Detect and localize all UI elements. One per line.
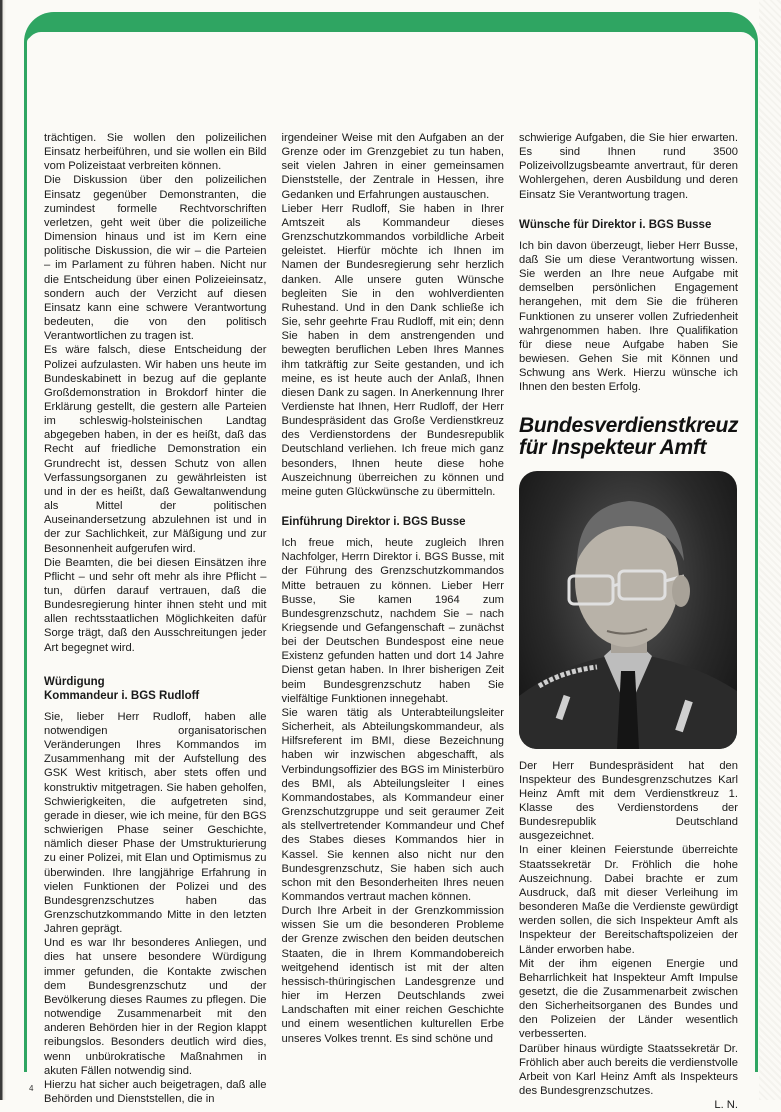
paragraph: Ich bin davon überzeugt, lieber Herr Busse, daß Sie um diese Verantwortung wissen. Sie werden an Ihre neue Aufgabe mit demselben persönlichen Engagement herangehen, mit dem Sie die früheren Funktionen zu unserer vollen Zufriedenheit wahrgenommen haben. Ihre Qualifikation für diese neue Aufgabe haben Sie bewiesen. Gehen Sie mit Können und Schwung ans Werk. Hierzu wünsche ich Ihnen den besten Erfolg. (519, 239, 738, 394)
paragraph: Sie, lieber Herr Rudloff, haben alle notwendigen organisatorischen Veränderungen Ihres Kommandos im Zusammenhang mit der Aufstellung des GSK West kritisch, aber stets offen und konstruktiv mitgetragen. Sie haben geholfen, Schwierigkeiten, die aufgetreten sind, gerade in dieser, wie ich meine, für den BGS schwierigen Phase seiner Geschichte, nämlich dieser Phase der Umstrukturierung zu einer Polizei, mit Elan und Optimismus zu überwinden. Ihre langjährige Erfahrung in vielen Funktionen der Polizei und des Bundesgrenzschutzes haben das Grenzschutzkommando Mitte in den letzten Jahren geprägt. (44, 710, 267, 936)
paragraph: Die Beamten, die bei diesen Einsätzen ihre Pflicht – und sehr oft mehr als ihre Pflicht – tun, dürfen darauf vertrauen, daß die Bundesregierung hinter ihnen steht und mit allen rechtsstaatlichen Möglichkeiten dafür Sorge trägt, daß den Ausschreitungen jeder Art begegnet wird. (44, 556, 267, 654)
paragraph: Der Herr Bundespräsident hat den Inspekteur des Bundesgrenzschutzes Karl Heinz Amft mit dem Verdienstkreuz 1. Klasse des Verdienstordens der Bundesrepublik Deutschland ausgezeichnet. (519, 759, 738, 843)
binding-edge (0, 0, 6, 1100)
paragraph: irgendeiner Weise mit den Aufgaben an der Grenze oder im Grenzgebiet zu tun haben, seit vielen Jahren in einer gemeinsamen Dienststelle, der Zentrale in Hessen, ihre Gedanken und Erfahrungen austauschen. (281, 132, 504, 201)
paragraph: Die Diskussion über den polizeilichen Einsatz gegenüber Demonstranten, die zumindest formelle Rechtvorschriften verletzen, geht weit über die polizeiliche Dimension hinaus und ist im Kern eine politische Diskussion, die wir – die Parteien – im Parlament zu führen haben. Nicht nur die Entscheidung über einen Polizeieinsatz, sondern auch der Verzicht auf diesen Einsatz kann eine schwere Verantwortung bedeuten, die von den politisch Verantwortlichen zu tragen ist. (44, 174, 267, 343)
headline-line: Bundesverdienstkreuz (519, 413, 739, 437)
paragraph: Und es war Ihr besonderes Anliegen, und dies hat unsere besondere Würdigung immer gefunden, die Kontakte zwischen dem Bundesgrenzschutz und der Bevölkerung dieses Raumes zu pflegen. Die notwendige Zusammenarbeit mit den anderen Behörden hier in der Region klappt reibungslos. Besonders deutlich wird dies, wenn unbürokratische Maßnahmen in akuten Fällen notwendig sind. (44, 937, 267, 1077)
section-heading-einfuehrung: Einführung Direktor i. BGS Busse (281, 516, 466, 529)
column-3 (519, 131, 738, 1112)
column-1 (44, 131, 267, 1112)
paragraph: Mit der ihm eigenen Energie und Beharrlichkeit hat Inspekteur Amft Impulse gesetzt, die die Zusammenarbeit zwischen den Sicherheitsorganen des Bundes und den Polizeien der Länder wesentlich verbesserten. (519, 957, 738, 1041)
paragraph: Ich freue mich, heute zugleich Ihren Nachfolger, Herrn Direktor i. BGS Busse, mit der Führung des Grenzschutzkommandos Mitte betrauen zu können. Lieber Herr Busse, Sie kamen 1964 zum Bundesgrenzschutz, nachdem Sie – nach Kriegsende und Gefangenschaft – zunächst bei der Deutschen Bundespost eine neue Existenz gefunden hatten und dort 14 Jahre Dienst getan haben. In Ihrer bisherigen Zeit beim Bundesgrenzschutz haben Sie vielfältige Funktionen innegehabt. (281, 537, 504, 705)
author-signature: L. N. (714, 1099, 738, 1112)
paragraph: In einer kleinen Feierstunde überreichte Staatssekretär Dr. Fröhlich die hohe Auszeichnung. Dabei brachte er zum Ausdruck, daß mit dieser Verleihung im besonderen Maße die Verdienste gewürdigt werden sollen, die sich Inspekteur Amft als Inspekteur der Bereitschaftspolizeien der Länder erworben habe. (519, 844, 738, 956)
paper-edge (759, 0, 781, 1100)
section-heading-wuerdigung (44, 675, 267, 703)
frame-inner-curve (27, 32, 755, 62)
heading-line: Würdigung (44, 675, 105, 688)
portrait-photo (519, 471, 737, 749)
paragraph: Durch Ihre Arbeit in der Grenzkommission wissen Sie um die besonderen Probleme der Grenze zwischen den beiden deutschen Staaten, die in Ihrem Kommandobereich weitgehend identisch ist mit der alten hessisch-thüringischen Landesgrenze und hier im Herzen Deutschlands zwei Landschaften mit einer reichen Geschichte und einem wesentlichen kulturellen Erbe unseres Volkes trennt. Es sind schöne und (281, 905, 504, 1045)
paragraph: Sie waren tätig als Unterabteilungsleiter Sicherheit, als Abteilungskommandeur, als Hilfsreferent im BMI, diese Bezeichnung haben wir inzwischen abgeschafft, als Verbindungsoffizier des BGS im Ministerbüro des BMI, als Abteilungsleiter I eines Kommandostabes, als Kommandeur einer Grenzschutzgruppe und seit geraumer Zeit als stellvertretender Kommandeur und Chef des Stabes dieses Kommandos hier in Kassel. Sie kennen also nicht nur den Bundesgrenzschutz, Sie haben sich auch schon mit den Besonderheiten Ihres neuen Kommandos vertraut machen können. (281, 706, 504, 903)
article-columns (44, 131, 738, 1112)
page-number: 4 (29, 1084, 34, 1093)
paragraph: Darüber hinaus würdigte Staatssekretär Dr. Fröhlich aber auch bereits die verdienstvolle Arbeit von Karl Heinz Amft als Inspekteurs des Bundesgrenzschutzes. (519, 1042, 738, 1098)
paragraph: trächtigen. Sie wollen den polizeilichen Einsatz herbeiführen, und sie wollen ein Bild vom Polizeistaat verbreiten können. (44, 132, 267, 173)
paragraph: schwierige Aufgaben, die Sie hier erwarten. Es sind Ihnen rund 3500 Polizeivollzugsbeamte anvertraut, für deren Wohlergehen, deren Ausbildung und deren Einsatz Sie Verantwortung tragen. (519, 132, 738, 201)
portrait-illustration (519, 471, 737, 749)
headline-bundesverdienstkreuz (519, 415, 738, 459)
paragraph: Hierzu hat sicher auch beigetragen, daß alle Behörden und Dienststellen, die in (44, 1078, 267, 1105)
column-2 (282, 131, 505, 1112)
section-heading-wuensche: Wünsche für Direktor i. BGS Busse (519, 218, 712, 231)
headline-line: für Inspekteur Amft (519, 435, 707, 459)
paragraph: Lieber Herr Rudloff, Sie haben in Ihrer Amtszeit als Kommandeur dieses Grenzschutzkommandos vorbildliche Arbeit geleistet. Hierfür möchte ich Ihnen im Namen der Bundesregierung sehr herzlich danken. Alle unsere guten Wünsche begleiten Sie in den wohlverdienten Ruhestand. Und in den Dank schließe ich Sie, sehr geehrte Frau Rudloff, mit ein; denn Sie haben in dem anstrengenden und bewegten beruflichen Leben Ihres Mannes ihm tatkräftig zur Seite gestanden, und ich meine, es ist heute auch der Anlaß, Ihnen diesen Dank zu sagen. In Anerkennung Ihrer Verdienste hat Ihnen, Herr Rudloff, der Herr Bundespräsident das Große Verdienstkreuz des Verdienstordens der Bundesrepublik Deutschland verliehen. Ich freue mich ganz besonders, Ihnen heute diese hohe Auszeichnung überreichen zu können und meine guten Glückwünsche zu übermitteln. (281, 202, 504, 498)
paragraph: Es wäre falsch, diese Entscheidung der Polizei aufzulasten. Wir haben uns heute im Bundeskabinett in bezug auf die geplante Großdemonstration in Brokdorf hinter die Erklärung gestellt, die gestern alle Parteien im schleswig-holsteinischen Landtag abgegeben haben, in der es heißt, daß das Recht auf friedliche Demonstration ein Grundrecht ist, dessen Schutz von allen Verfassungsorganen zu gewährleisten ist und in der es heißt, daß Gewaltanwendung als Mittel der politischen Auseinandersetzung abzulehnen ist und in der zur Sachlichkeit, zur Mäßigung und zur Besonnenheit aufgerufen wird. (44, 344, 267, 555)
heading-line: Kommandeur i. BGS Rudloff (44, 689, 200, 702)
